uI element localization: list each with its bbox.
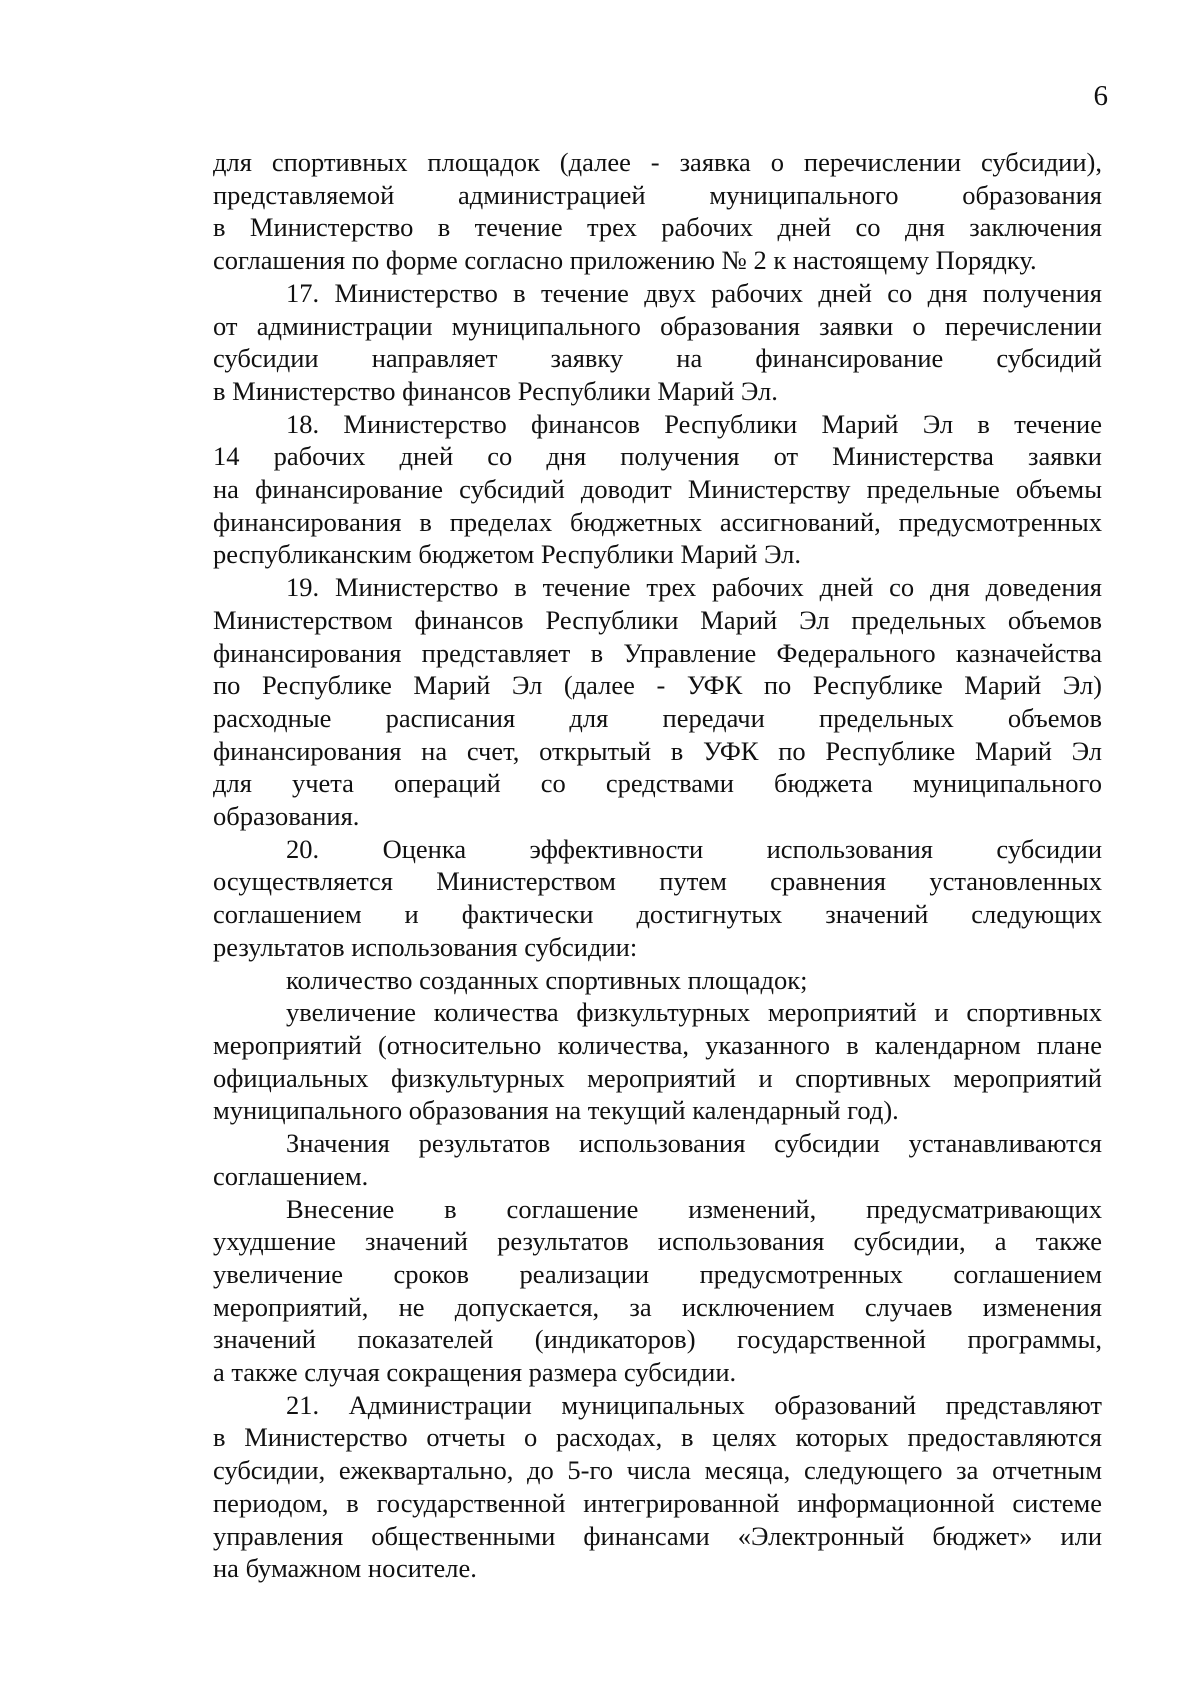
text-line: 18. Министерство финансов Республики Марий Эл в течение: [286, 408, 1102, 439]
paragraph-p20d: [213, 1193, 1102, 1389]
text-line: от администрации муниципального образования заявки о перечислении: [213, 310, 1102, 341]
text-line: управления общественными финансами «Электронный бюджет» или: [213, 1520, 1102, 1551]
text-line: в Министерство финансов Республики Марий Эл.: [213, 375, 778, 406]
document-body: [213, 146, 1102, 1585]
text-line: количество созданных спортивных площадок;: [286, 964, 808, 995]
text-line: соглашения по форме согласно приложению № 2 к настоящему Порядку.: [213, 245, 1037, 276]
text-line: в Министерство в течение трех рабочих дней со дня заключения: [213, 212, 1102, 243]
text-line: финансирования на счет, открытый в УФК по Республике Марий Эл: [213, 735, 1102, 766]
paragraph-p17: [213, 277, 1102, 408]
text-line: 14 рабочих дней со дня получения от Министерства заявки: [213, 441, 1102, 472]
text-line: республиканским бюджетом Республики Марий Эл.: [213, 539, 802, 570]
text-line: образования.: [213, 801, 360, 832]
paragraph-p0: [213, 146, 1102, 277]
paragraph-p20c: [213, 1127, 1102, 1192]
text-line: соглашением.: [213, 1160, 369, 1191]
text-line: Значения результатов использования субсидии устанавливаются: [286, 1128, 1102, 1159]
paragraph-p20a: [213, 964, 1102, 997]
text-line: субсидии направляет заявку на финансирование субсидий: [213, 343, 1102, 374]
text-line: расходные расписания для передачи предельных объемов: [213, 702, 1102, 733]
text-line: по Республике Марий Эл (далее - УФК по Республике Марий Эл): [213, 670, 1102, 701]
text-line: Внесение в соглашение изменений, предусматривающих: [286, 1193, 1102, 1224]
text-line: периодом, в государственной интегрированной информационной системе: [213, 1487, 1102, 1518]
text-line: значений показателей (индикаторов) государственной программы,: [213, 1324, 1102, 1355]
page-number: 6: [1093, 80, 1108, 112]
paragraph-p20b: [213, 996, 1102, 1127]
paragraph-p18: [213, 408, 1102, 572]
text-line: 19. Министерство в течение трех рабочих дней со дня доведения: [286, 572, 1102, 603]
text-line: на бумажном носителе.: [213, 1553, 477, 1584]
text-line: соглашением и фактически достигнутых значений следующих: [213, 899, 1102, 930]
text-line: официальных физкультурных мероприятий и спортивных мероприятий: [213, 1062, 1102, 1093]
text-line: 21. Администрации муниципальных образований представляют: [286, 1389, 1102, 1420]
text-line: результатов использования субсидии:: [213, 931, 638, 962]
text-line: мероприятий (относительно количества, указанного в календарном плане: [213, 1029, 1102, 1060]
text-line: для спортивных площадок (далее - заявка о перечислении субсидии),: [213, 147, 1102, 177]
text-line: 17. Министерство в течение двух рабочих дней со дня получения: [286, 277, 1102, 308]
text-line: муниципального образования на текущий календарный год).: [213, 1095, 899, 1126]
text-line: Министерством финансов Республики Марий Эл предельных объемов: [213, 604, 1102, 635]
text-line: на финансирование субсидий доводит Министерству предельные объемы: [213, 474, 1102, 505]
paragraph-p20: [213, 833, 1102, 964]
text-line: увеличение сроков реализации предусмотренных соглашением: [213, 1258, 1102, 1289]
paragraph-p21: [213, 1389, 1102, 1585]
text-line: для учета операций со средствами бюджета муниципального: [213, 768, 1102, 799]
text-line: в Министерство отчеты о расходах, в целях которых предоставляются: [213, 1422, 1102, 1453]
text-line: увеличение количества физкультурных мероприятий и спортивных: [286, 997, 1102, 1028]
text-line: осуществляется Министерством путем сравнения установленных: [213, 866, 1102, 897]
text-line: ухудшение значений результатов использования субсидии, а также: [213, 1226, 1102, 1257]
text-line: мероприятий, не допускается, за исключением случаев изменения: [213, 1291, 1102, 1322]
paragraph-p19: [213, 571, 1102, 833]
text-line: финансирования представляет в Управление Федерального казначейства: [213, 637, 1102, 668]
text-line: финансирования в пределах бюджетных ассигнований, предусмотренных: [213, 506, 1102, 537]
text-line: а также случая сокращения размера субсидии.: [213, 1357, 737, 1388]
text-line: 20. Оценка эффективности использования субсидии: [286, 833, 1102, 864]
text-line: представляемой администрацией муниципального образования: [213, 179, 1102, 210]
text-line: субсидии, ежеквартально, до 5-го числа месяца, следующего за отчетным: [213, 1455, 1102, 1486]
